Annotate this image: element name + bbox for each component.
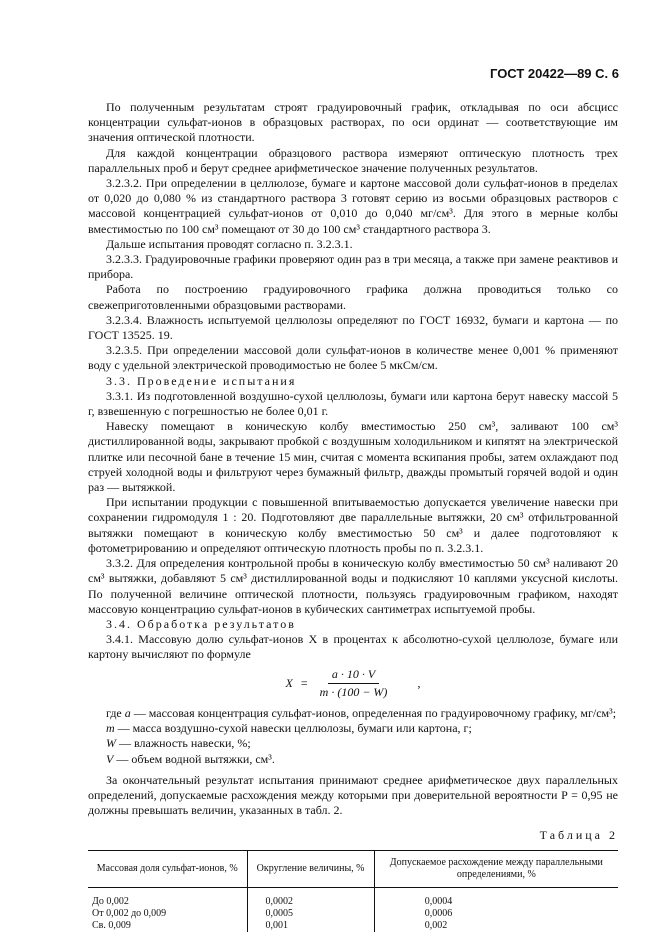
paragraph: Дальше испытания проводят согласно п. 3.2.3.1. <box>106 236 353 251</box>
where-prefix: где <box>106 705 122 720</box>
paragraph: Работа по построению градуировочного графика должна проводиться только со свежеприготовленными образцовыми растворами. <box>88 282 618 312</box>
document-body <box>88 100 618 932</box>
table-cell: 0,001 <box>247 920 374 932</box>
variable-symbol: V <box>106 751 114 766</box>
paragraph: 3.4.1. Массовую долю сульфат-ионов X в процентах к абсолютно-сухой целлюлозе, бумаге или картону вычисляют по формуле <box>88 632 618 662</box>
variable-definition <box>88 706 618 721</box>
column-header: Массовая доля сульфат-ионов, % <box>88 850 247 887</box>
variable-definition <box>88 721 618 736</box>
table-cell: 0,0002 <box>247 887 374 908</box>
table-row <box>88 908 618 920</box>
variable-symbol: a <box>124 705 131 720</box>
column-header: Допускаемое расхождение между параллельными определениями, % <box>374 850 618 887</box>
formula-fraction <box>316 667 392 700</box>
column-header: Округление величины, % <box>247 850 374 887</box>
tolerance-table <box>88 850 618 932</box>
variable-text: — массовая концентрация сульфат-ионов, определенная по градуировочному графику, мг/см³; <box>130 705 617 720</box>
variable-text: — масса воздушно-сухой навески целлюлозы, бумаги или картона, г; <box>114 721 472 736</box>
variable-text: — влажность навески, %; <box>116 736 251 751</box>
paragraph: При испытании продукции с повышенной впитываемостью допускается увеличение навески при сохранении гидромодуля 1 : 20. Подготовляют две параллельные вытяжки, 20 см³ отфильтрованной вытяжки помещают в коническую колбу вместимостью 50 см³ и далее подготовляют к фотометрированию и определяют оптическую плотность пробы по п. 3.2.3.1. <box>88 495 618 555</box>
table-cell: 0,002 <box>374 920 618 932</box>
section-heading-3-3: 3.3. Проведение испытания <box>106 373 297 388</box>
paragraph: 3.2.3.2. При определении в целлюлозе, бумаге и картоне массовой доли сульфат-ионов в пределах от 0,020 до 0,080 % из стандартного раствора 3 готовят серию из восьми образцовых растворов с массовой концентрацией сульфат-ионов от 0,010 до 0,040 мг/см³. Для этого в мерные колбы вместимостью по 100 см³ помещают от 30 до 100 см³ стандартного раствора 3. <box>88 176 618 236</box>
variable-symbol: W <box>106 736 116 751</box>
paragraph: 3.3.2. Для определения контрольной пробы в коническую колбу вместимостью 50 см³ наливают 20 см³ вытяжки, добавляют 5 см³ дистиллированной воды и подкисляют 10 каплями уксусной кислоты. По полученной величине оптической плотности, пользуясь градуировочным графиком, находят массовую концентрацию сульфат-ионов в кубических сантиметрах испытуемой пробы. <box>88 556 618 616</box>
table-cell: 0,0004 <box>374 887 618 908</box>
variable-definition <box>88 752 618 767</box>
table-row <box>88 920 618 932</box>
paragraph: За окончательный результат испытания принимают среднее арифметическое двух параллельных определений, допускаемые расхождения между которыми при доверительной вероятности P = 0,95 не должны превышать величин, указанных в табл. 2. <box>88 772 618 818</box>
paragraph: 3.2.3.3. Градуировочные графики проверяют один раз в три месяца, а также при замене реактивов и прибора. <box>88 252 618 282</box>
formula-comma: , <box>417 675 421 690</box>
variable-definition <box>88 736 618 751</box>
section-heading-3-4: 3.4. Обработка результатов <box>106 616 296 631</box>
paragraph: 3.3.1. Из подготовленной воздушно-сухой целлюлозы, бумаги или картона берут навеску массой 5 г, взвешенную с погрешностью не более 0,01 г. <box>88 388 618 419</box>
table-cell: 0,0006 <box>374 908 618 920</box>
formula <box>88 667 618 700</box>
paragraph: Для каждой концентрации образцового раствора измеряют оптическую плотность трех параллельных проб и берут среднее арифметическое значение полученных результатов. <box>88 145 618 175</box>
table-caption: Таблица 2 <box>539 828 618 843</box>
formula-equals: = <box>300 675 308 690</box>
table-cell: До 0,002 <box>92 895 129 907</box>
table-header-row <box>88 850 618 887</box>
page-header: ГОСТ 20422—89 С. 6 <box>490 66 619 81</box>
variable-text: — объем водной вытяжки, см³. <box>113 751 275 766</box>
formula-lhs: X <box>285 675 293 690</box>
paragraph: 3.2.3.5. При определении массовой доли сульфат-ионов в количестве менее 0,001 % применяют воду с удельной электрической проводимостью не более 5 мкСм/см. <box>88 343 618 373</box>
table-cell: От 0,002 до 0,009 <box>92 907 167 919</box>
formula-numerator: a · 10 · V <box>328 667 379 684</box>
table-cell: Св. 0,009 <box>92 919 131 931</box>
formula-denominator: m · (100 − W) <box>319 684 388 699</box>
paragraph: Навеску помещают в коническую колбу вместимостью 250 см³, заливают 100 см³ дистиллированной воды, закрывают пробкой с воздушным холодильником и кипятят на электрической плитке или песочной бане в течение 15 мин, считая с момента вскипания пробы, затем охлаждают под струей холодной воды и фильтруют через бумажный фильтр, дважды промытый горячей водой и один раз — вытяжкой. <box>88 419 618 495</box>
table-row <box>88 887 618 908</box>
table-cell: 0,0005 <box>247 908 374 920</box>
variable-symbol: m <box>106 721 115 736</box>
paragraph: 3.2.3.4. Влажность испытуемой целлюлозы определяют по ГОСТ 16932, бумаги и картона — по ГОСТ 13525. 19. <box>88 312 618 343</box>
paragraph: По полученным результатам строят градуировочный график, откладывая по оси абсцисс концентрации сульфат-ионов в образцовых растворах, по оси ординат — соответствующие им значения оптической плотности. <box>88 100 618 145</box>
